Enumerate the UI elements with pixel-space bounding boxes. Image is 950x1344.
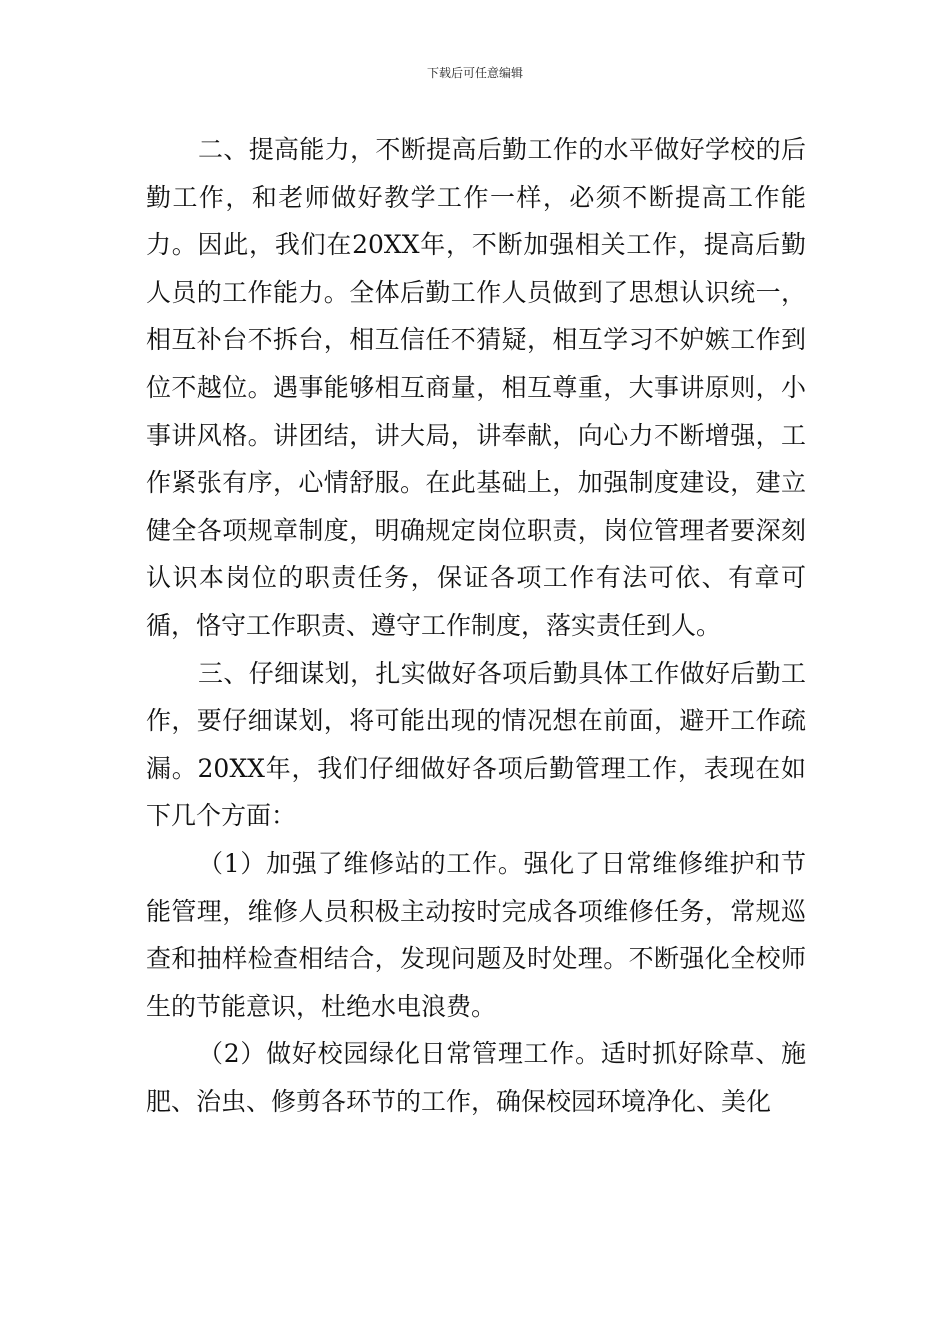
download-edit-note: 下载后可任意编辑 — [426, 66, 523, 80]
paragraph-careful-planning: 三、仔细谋划，扎实做好各项后勤具体工作做好后勤工作，要仔细谋划，将可能出现的情况想在前面，避开工作疏漏。20XX年，我们仔细做好各项后勤管理工作，表现在如下几个方面： — [146, 658, 806, 831]
paragraph-item-greening: （2）做好校园绿化日常管理工作。适时抓好除草、施肥、治虫、修剪各环节的工作，确保校园环境净化、美化 — [146, 1039, 806, 1116]
document-body — [146, 126, 806, 1125]
paragraph-item-maintenance: （1）加强了维修站的工作。强化了日常维修维护和节能管理，维修人员积极主动按时完成各项维修任务，常规巡查和抽样检查相结合，发现问题及时处理。不断强化全校师生的节能意识，杜绝水电浪费。 — [146, 848, 806, 1021]
paragraph-improve-ability: 二、提高能力，不断提高后勤工作的水平做好学校的后勤工作，和老师做好教学工作一样，必须不断提高工作能力。因此，我们在20XX年，不断加强相关工作，提高后勤人员的工作能力。全体后勤工作人员做到了思想认识统一，相互补台不拆台，相互信任不猜疑，相互学习不妒嫉工作到位不越位。遇事能够相互商量，相互尊重，大事讲原则，小事讲风格。讲团结，讲大局，讲奉献，向心力不断增强，工作紧张有序，心情舒服。在此基础上，加强制度建设，建立健全各项规章制度，明确规定岗位职责，岗位管理者要深刻认识本岗位的职责任务，保证各项工作有法可依、有章可循，恪守工作职责、遵守工作制度，落实责任到人。 — [146, 135, 806, 640]
